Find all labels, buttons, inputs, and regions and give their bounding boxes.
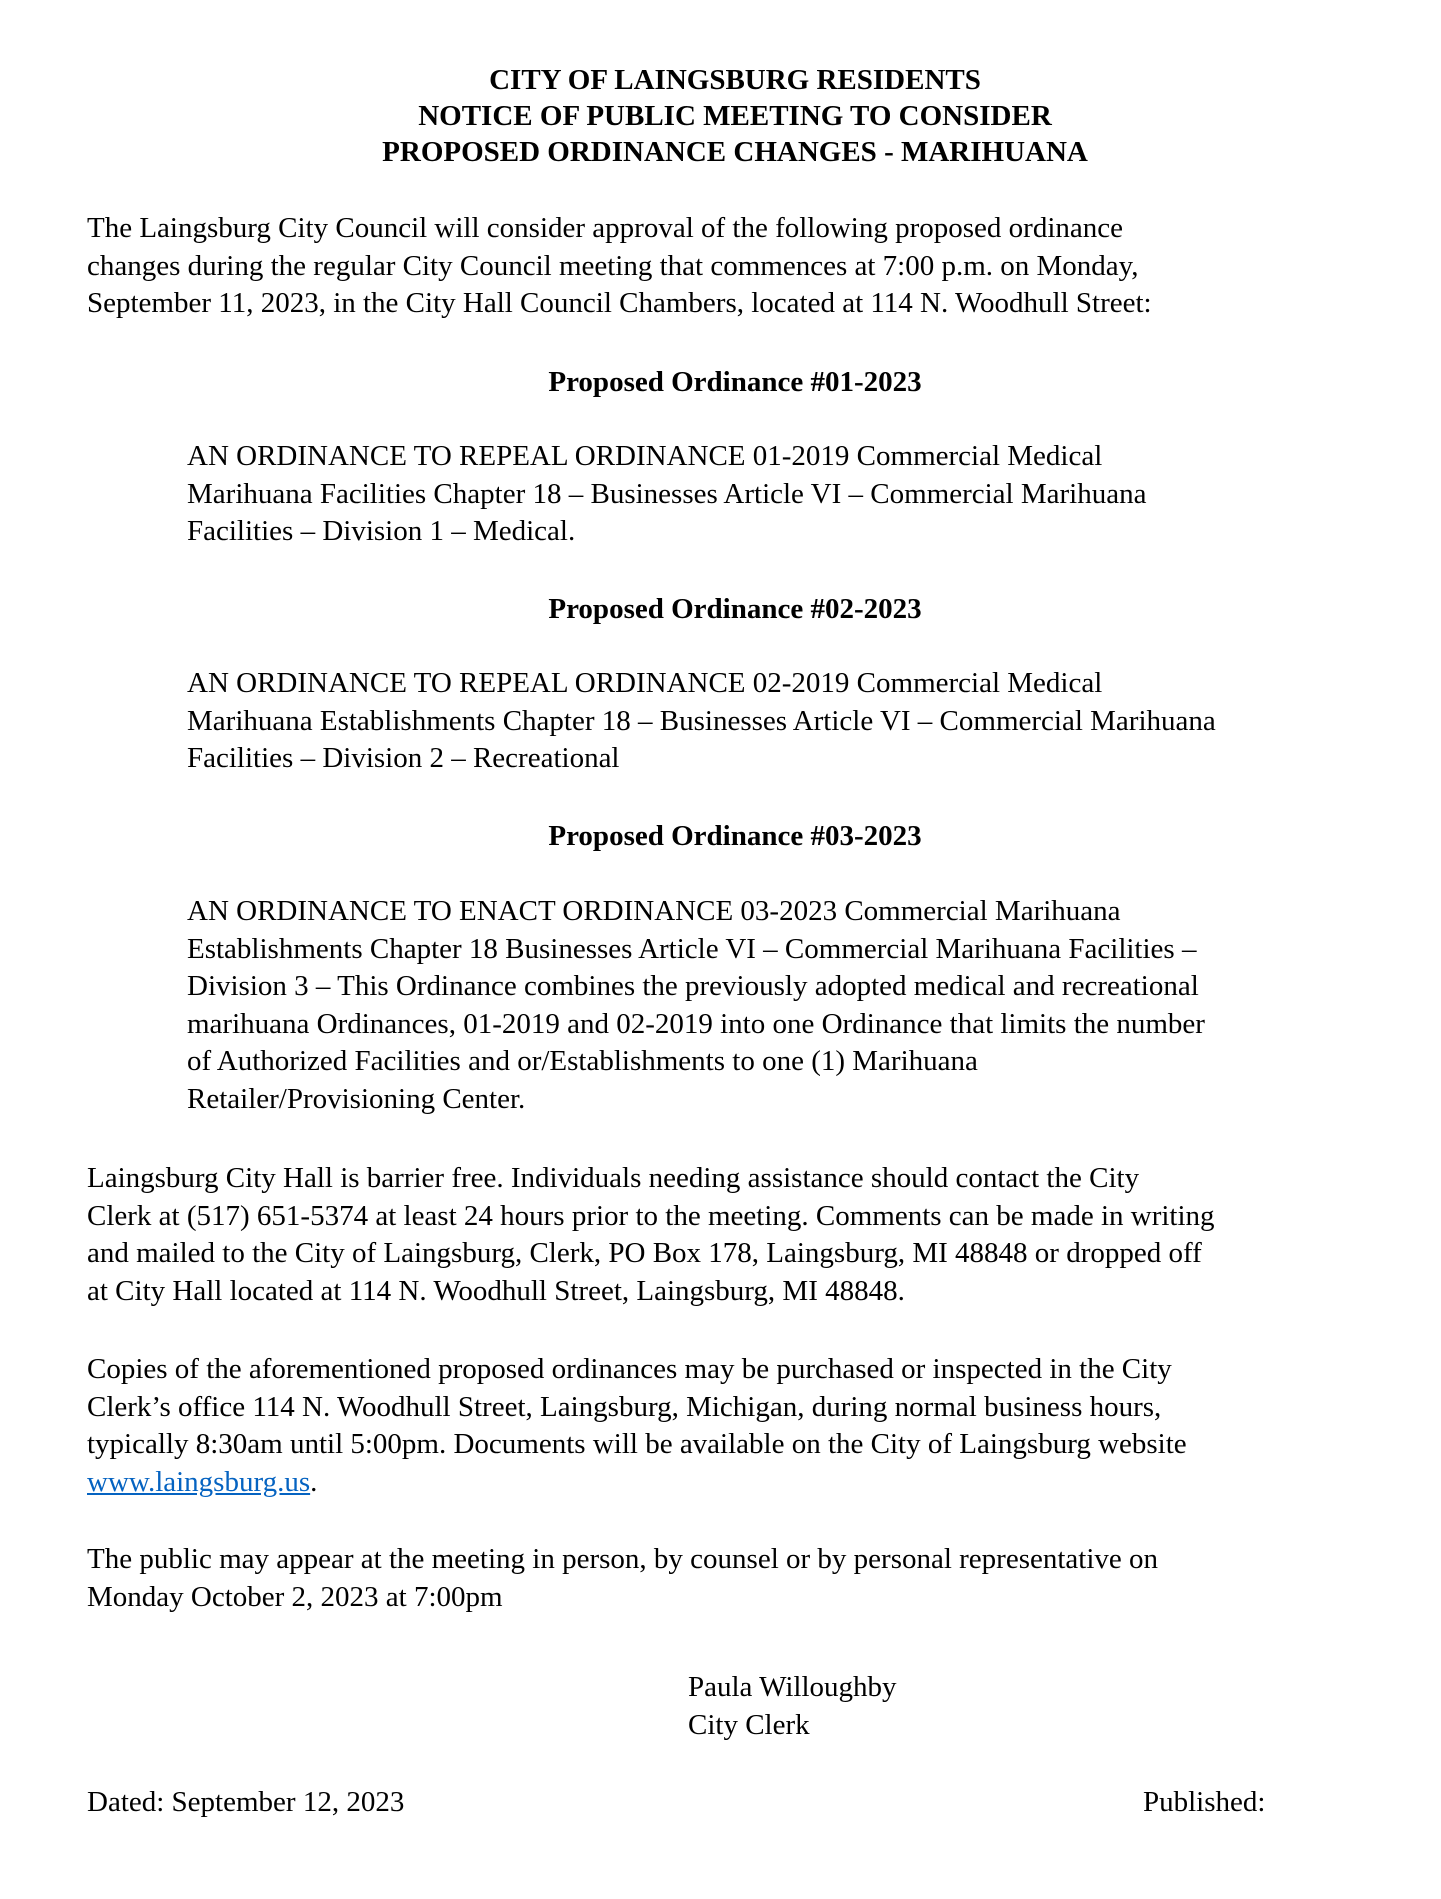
ordinance-line: Facilities – Division 1 – Medical.: [187, 515, 576, 547]
accessibility-paragraph: [87, 1160, 1215, 1310]
ordinance-line: AN ORDINANCE TO ENACT ORDINANCE 03-2023 Commercial Marihuana: [187, 895, 1121, 927]
dated-text: Dated: September 12, 2023: [87, 1786, 405, 1818]
paragraph-line: Clerk at (517) 651-5374 at least 24 hours prior to the meeting. Comments can be made in writing: [87, 1199, 1215, 1232]
title-line: CITY OF LAINGSBURG RESIDENTS: [489, 64, 981, 96]
ordinance-1-heading: [0, 364, 1441, 402]
link-suffix: .: [310, 1465, 318, 1498]
ordinance-3-heading: [0, 818, 1441, 856]
intro-paragraph: [87, 210, 1152, 323]
paragraph-line: Copies of the aforementioned proposed ordinances may be purchased or inspected in the City: [87, 1353, 1172, 1385]
published-line: [1143, 1784, 1265, 1822]
intro-line: The Laingsburg City Council will consider approval of the following proposed ordinance: [87, 212, 1123, 244]
signature-name: Paula Willoughby: [688, 1671, 897, 1703]
ordinance-line: Establishments Chapter 18 Businesses Article VI – Commercial Marihuana Facilities –: [187, 932, 1197, 965]
paragraph-line: and mailed to the City of Laingsburg, Clerk, PO Box 178, Laingsburg, MI 48848 or dropped off: [87, 1237, 1202, 1269]
intro-line: changes during the regular City Council meeting that commences at 7:00 p.m. on Monday,: [87, 249, 1139, 282]
ordinance-line: AN ORDINANCE TO REPEAL ORDINANCE 02-2019 Commercial Medical: [187, 667, 1103, 699]
ordinance-line: of Authorized Facilities and or/Establishments to one (1) Marihuana: [187, 1045, 978, 1077]
paragraph-line: [87, 1464, 1187, 1502]
ordinance-line: marihuana Ordinances, 01-2019 and 02-2019 into one Ordinance that limits the number: [187, 1007, 1205, 1040]
intro-line: September 11, 2023, in the City Hall Council Chambers, located at 114 N. Woodhull Street:: [87, 287, 1152, 319]
website-link[interactable]: www.laingsburg.us: [87, 1465, 311, 1498]
ordinance-line: AN ORDINANCE TO REPEAL ORDINANCE 01-2019 Commercial Medical: [187, 440, 1103, 472]
paragraph-line: Laingsburg City Hall is barrier free. Individuals needing assistance should contact the City: [87, 1162, 1140, 1194]
ordinance-2-heading: [0, 591, 1441, 629]
paragraph-line: Monday October 2, 2023 at 7:00pm: [87, 1580, 503, 1613]
public-paragraph: [87, 1541, 1158, 1616]
ordinance-line: Marihuana Facilities Chapter 18 – Businesses Article VI – Commercial Marihuana: [187, 477, 1147, 510]
ordinance-line: Division 3 – This Ordinance combines the previously adopted medical and recreational: [187, 970, 1199, 1002]
dated-line: [87, 1784, 404, 1822]
paragraph-line: typically 8:30am until 5:00pm. Documents will be available on the City of Laingsburg website: [87, 1428, 1187, 1460]
ordinance-1-body: [187, 438, 1146, 551]
ordinance-heading-text: Proposed Ordinance #03-2023: [548, 820, 922, 852]
ordinance-2-body: [187, 665, 1216, 778]
title-line: PROPOSED ORDINANCE CHANGES - MARIHUANA: [382, 136, 1088, 168]
paragraph-line: at City Hall located at 114 N. Woodhull Street, Laingsburg, MI 48848.: [87, 1274, 905, 1307]
ordinance-line: Marihuana Establishments Chapter 18 – Businesses Article VI – Commercial Marihuana: [187, 704, 1216, 737]
published-text: Published:: [1143, 1786, 1266, 1818]
ordinance-3-body: [187, 893, 1205, 1118]
paragraph-line: Clerk’s office 114 N. Woodhull Street, Laingsburg, Michigan, during normal business hours,: [87, 1390, 1162, 1423]
ordinance-heading-text: Proposed Ordinance #02-2023: [548, 593, 922, 625]
paragraph-line: The public may appear at the meeting in person, by counsel or by personal representative on: [87, 1543, 1159, 1575]
signature-role: City Clerk: [688, 1708, 810, 1741]
document-title: [0, 62, 1441, 170]
ordinance-line: Retailer/Provisioning Center.: [187, 1082, 526, 1115]
title-line: NOTICE OF PUBLIC MEETING TO CONSIDER: [418, 100, 1052, 132]
ordinance-line: Facilities – Division 2 – Recreational: [187, 742, 620, 774]
signature-block: [688, 1669, 897, 1744]
ordinance-heading-text: Proposed Ordinance #01-2023: [548, 366, 922, 398]
copies-paragraph: [87, 1351, 1187, 1501]
